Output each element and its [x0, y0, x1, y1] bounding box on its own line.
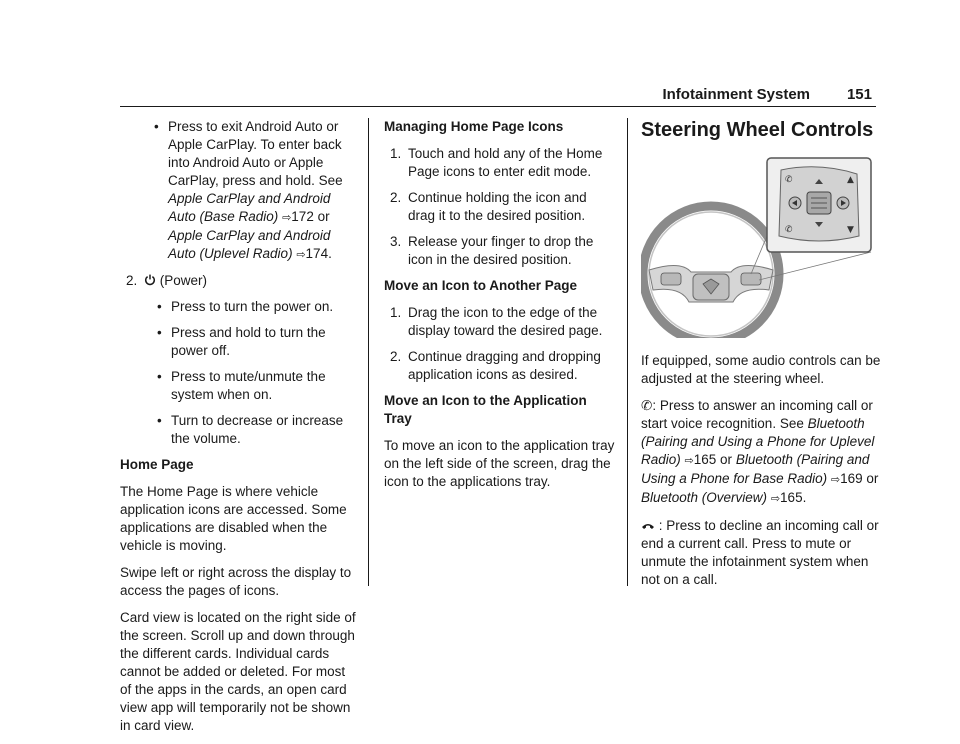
xref-page[interactable]: 165 [693, 452, 717, 467]
paragraph: Swipe left or right across the display to access the pages of icons. [120, 565, 352, 598]
svg-text:▲: ▲ [847, 175, 854, 185]
xref-page[interactable]: 169 [840, 471, 863, 486]
column-3 [641, 118, 881, 598]
svg-text:▼: ▼ [847, 225, 854, 235]
section-title: Infotainment System [662, 86, 810, 103]
column-1 [120, 118, 356, 744]
paragraph: If equipped, some audio controls can be adjusted at the steering wheel. [641, 353, 881, 386]
carplay-bullets [150, 118, 356, 264]
hang-up-icon [641, 518, 659, 533]
list-item: 3. Release your finger to drop the icon in the desired position. [390, 234, 594, 267]
list-item: • Press to mute/unmute the system when on. [153, 368, 356, 404]
page-reference-arrow-icon: ⇨ [770, 493, 781, 505]
column-2 [384, 118, 616, 500]
list-item: • Press to exit Android Auto or Apple CarPlay. To enter back into Android Auto or Apple CarPlay, press and hold. See Apple CarPlay and Android Auto (Base Radio) ⇨172 or Apple CarPlay and Android Auto (Uplevel Radio) ⇨174. [150, 118, 356, 264]
voice-control-description: ✆: Press to answer an incoming call or start voice recognition. See Bluetooth (Pairing and Using a Phone for Uplevel Radio) ⇨165 or Bluetooth (Pairing and Using a Phone for Base Radio) ⇨169 or Bluetooth (Overview) ⇨165. [641, 398, 879, 505]
xref-page[interactable]: 174 [305, 246, 329, 261]
steering-wheel-controls-heading: Steering Wheel Controls [641, 119, 874, 141]
item-number: 2. [126, 273, 138, 288]
list-item: 1. Drag the icon to the edge of the display toward the desired page. [390, 305, 603, 338]
paragraph: The Home Page is where vehicle application icons are accessed. Some applications are disabled when the vehicle is moving. [120, 484, 347, 553]
managing-icons-heading: Managing Home Page Icons [384, 119, 564, 134]
page-reference-arrow-icon: ⇨ [282, 212, 292, 224]
list-item: 2. Continue holding the icon and drag it to the desired position. [390, 190, 587, 223]
page-number: 151 [846, 86, 872, 103]
list-item: • Turn to decrease or increase the volume. [153, 412, 356, 448]
power-bullets [153, 298, 356, 448]
page-reference-arrow-icon: ⇨ [684, 455, 694, 467]
page-reference-arrow-icon: ⇨ [296, 249, 306, 261]
xref-link[interactable]: Bluetooth (Pairing and Using a Phone for Uplevel Radio) [641, 416, 875, 467]
list-item: 1. Touch and hold any of the Home Page icons to enter edit mode. [390, 146, 603, 179]
power-label: (Power) [159, 273, 208, 288]
column-divider [627, 118, 628, 586]
move-icon-heading: Move an Icon to Another Page [384, 278, 578, 293]
hang-up-control-description: : Press to decline an incoming call or end a current call. Press to mute or unmute the infotainment system when not on a call. [641, 518, 879, 587]
xref-page[interactable]: 172 [291, 209, 314, 224]
list-item: 2. Continue dragging and dropping application icons as desired. [390, 349, 601, 382]
paragraph: To move an icon to the application tray on the left side of the screen, drag the icon to the applications tray. [384, 438, 615, 489]
svg-text:✆: ✆ [785, 175, 793, 185]
xref-link[interactable]: Apple CarPlay and Android Auto (Base Radio) [168, 191, 331, 224]
list-item: • Press and hold to turn the power off. [153, 324, 356, 360]
column-divider [368, 118, 369, 586]
application-tray-heading: Move an Icon to the Application Tray [384, 393, 587, 426]
svg-text:✆: ✆ [785, 225, 793, 235]
list-item: • Press to turn the power on. [153, 298, 356, 316]
power-icon [144, 273, 160, 288]
xref-link[interactable]: Apple CarPlay and Android Auto (Uplevel Radio) [168, 228, 331, 261]
xref-link[interactable]: Bluetooth (Pairing and Using a Phone for Base Radio) [641, 452, 870, 486]
page-header [120, 84, 876, 107]
paragraph: Card view is located on the right side of the screen. Scroll up and down through the different cards. Individual cards cannot be added or deleted. For most of the apps in the cards, an open card view app will temporarily not be shown in card view. [120, 610, 356, 733]
power-item [126, 272, 356, 290]
steering-wheel-illustration [641, 152, 881, 338]
xref-page[interactable]: 165 [780, 490, 803, 505]
voice-phone-icon: ✆ [641, 398, 653, 413]
page-reference-arrow-icon: ⇨ [830, 474, 841, 486]
xref-link[interactable]: Bluetooth (Overview) [641, 490, 768, 505]
home-page-heading: Home Page [120, 457, 194, 472]
